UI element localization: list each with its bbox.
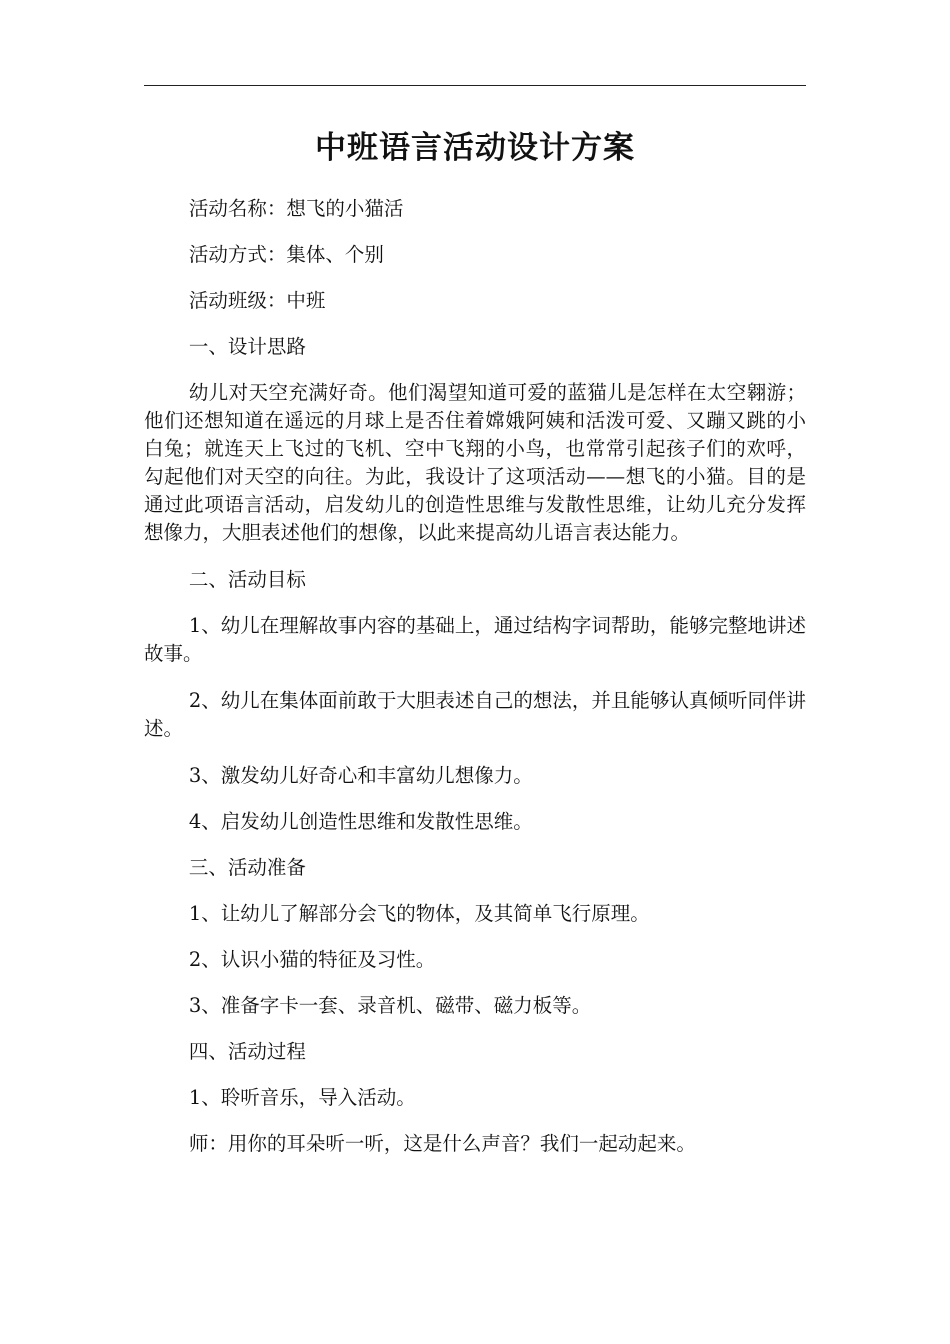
section-heading-goals: 二、活动目标 — [188, 568, 306, 591]
section-heading-design-idea: 一、设计思路 — [188, 335, 306, 358]
goal-item-3: 3、激发幼儿好奇心和丰富幼儿想像力。 — [188, 764, 533, 787]
document-title: 中班语言活动设计方案 — [315, 130, 635, 166]
teacher-dialogue-line: 师：用你的耳朵听一听，这是什么声音？我们一起动起来。 — [188, 1132, 696, 1155]
section-heading-process: 四、活动过程 — [188, 1040, 306, 1063]
preparation-item-1: 1、让幼儿了解部分会飞的物体，及其简单飞行原理。 — [188, 902, 650, 925]
goal-item-1: 1、幼儿在理解故事内容的基础上，通过结构字词帮助，能够完整地讲述故事。 — [144, 614, 806, 665]
activity-name-line: 活动名称：想飞的小猫活 — [188, 197, 404, 220]
preparation-item-3: 3、准备字卡一套、录音机、磁带、磁力板等。 — [188, 994, 592, 1017]
header-rule — [144, 85, 806, 86]
activity-class-line: 活动班级：中班 — [188, 289, 326, 312]
section-heading-preparation: 三、活动准备 — [188, 856, 306, 879]
goal-item-2: 2、幼儿在集体面前敢于大胆表述自己的想法，并且能够认真倾听同伴讲述。 — [144, 689, 806, 740]
process-step-1: 1、聆听音乐，导入活动。 — [188, 1086, 416, 1109]
goal-item-4: 4、启发幼儿创造性思维和发散性思维。 — [188, 810, 533, 833]
preparation-item-2: 2、认识小猫的特征及习性。 — [188, 948, 436, 971]
document-body — [144, 195, 806, 1176]
design-idea-paragraph: 幼儿对天空充满好奇。他们渴望知道可爱的蓝猫儿是怎样在太空翱游；他们还想知道在遥远的月球上是否住着嫦娥阿姨和活泼可爱、又蹦又跳的小白兔；就连天上飞过的飞机、空中飞翔的小鸟，也常常引起孩子们的欢呼，勾起他们对天空的向往。为此，我设计了这项活动——想飞的小猫。目的是通过此项语言活动，启发幼儿的创造性思维与发散性思维，让幼儿充分发挥想像力，大胆表述他们的想像，以此来提高幼儿语言表达能力。 — [144, 381, 806, 544]
activity-method-line: 活动方式：集体、个别 — [188, 243, 384, 266]
